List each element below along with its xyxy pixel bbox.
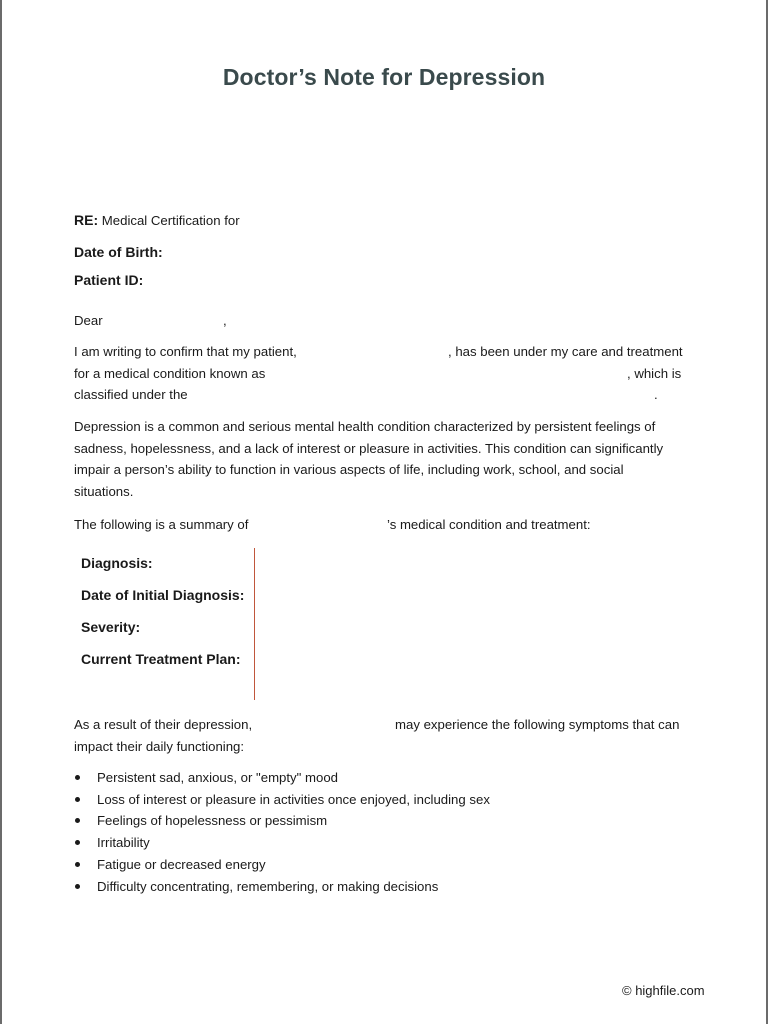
symptom-text: Loss of interest or pleasure in activities once enjoyed, including sex [97, 791, 490, 807]
intro-line3-b: . [654, 387, 658, 403]
summary-intro-b: ’s medical condition and treatment: [387, 517, 591, 532]
bullet-icon [75, 797, 80, 802]
bullet-icon [75, 840, 80, 845]
bullet-icon [75, 862, 80, 867]
bullet-icon [75, 775, 80, 780]
symptom-item [74, 810, 490, 832]
re-text: Medical Certification for [101, 213, 240, 228]
summary-intro-a: The following is a summary of [74, 517, 249, 532]
depression-line: situations. [74, 483, 134, 499]
symptoms-intro-b: may experience the following symptoms that can [395, 717, 680, 732]
intro-line1-a: I am writing to confirm that my patient, [74, 344, 297, 359]
symptoms-intro-line2: impact their daily functioning: [74, 738, 245, 754]
re-label: RE: [74, 212, 99, 228]
symptom-item [74, 767, 490, 789]
symptom-text: Feelings of hopelessness or pessimism [97, 813, 328, 829]
severity-label: Severity: [81, 619, 141, 635]
intro-line2-b: , which is [627, 365, 682, 381]
intro-line2-a: for a medical condition known as [74, 365, 266, 381]
bullet-icon [75, 884, 80, 889]
bullet-icon [75, 818, 80, 823]
intro-line1-b: , has been under my care and treatment [448, 344, 683, 359]
symptom-text: Persistent sad, anxious, or "empty" mood [97, 770, 338, 785]
symptom-text: Fatigue or decreased energy [97, 856, 266, 872]
symptoms-intro [74, 714, 700, 757]
diagnosis-label: Diagnosis: [81, 555, 153, 571]
symptom-text: Irritability [97, 835, 150, 851]
symptoms-intro-a: As a result of their depression, [74, 717, 253, 732]
depression-line: Depression is a common and serious mental health condition characterized by persistent feelings of [74, 419, 656, 434]
dear-comma: , [223, 313, 227, 328]
summary-intro [74, 514, 700, 536]
date-of-birth-label: Date of Birth: [74, 244, 163, 260]
intro-paragraph [74, 341, 700, 406]
symptom-item [74, 854, 490, 876]
initial-diagnosis-date-label: Date of Initial Diagnosis: [81, 587, 245, 603]
depression-line: impair a person’s ability to function in various aspects of life, including work, school, and social [74, 462, 624, 478]
depression-paragraph [74, 416, 700, 502]
symptom-item [74, 832, 490, 854]
dear-text: Dear [74, 313, 103, 328]
intro-line3-a: classified under the [74, 387, 188, 403]
re-line [74, 210, 240, 232]
document-title: Doctor’s Note for Depression [222, 64, 546, 90]
patient-id-label: Patient ID: [74, 272, 144, 288]
medical-summary-table [74, 548, 255, 700]
footer-copyright: © highfile.com [622, 983, 705, 998]
salutation [74, 310, 227, 332]
symptom-text: Difficulty concentrating, remembering, or making decisions [97, 878, 439, 894]
symptoms-list [74, 767, 490, 897]
depression-line: sadness, hopelessness, and a lack of interest or pleasure in activities. This condition can significantly [74, 440, 664, 456]
symptom-item [74, 789, 490, 811]
symptom-item [74, 876, 490, 898]
treatment-plan-label: Current Treatment Plan: [81, 651, 241, 667]
